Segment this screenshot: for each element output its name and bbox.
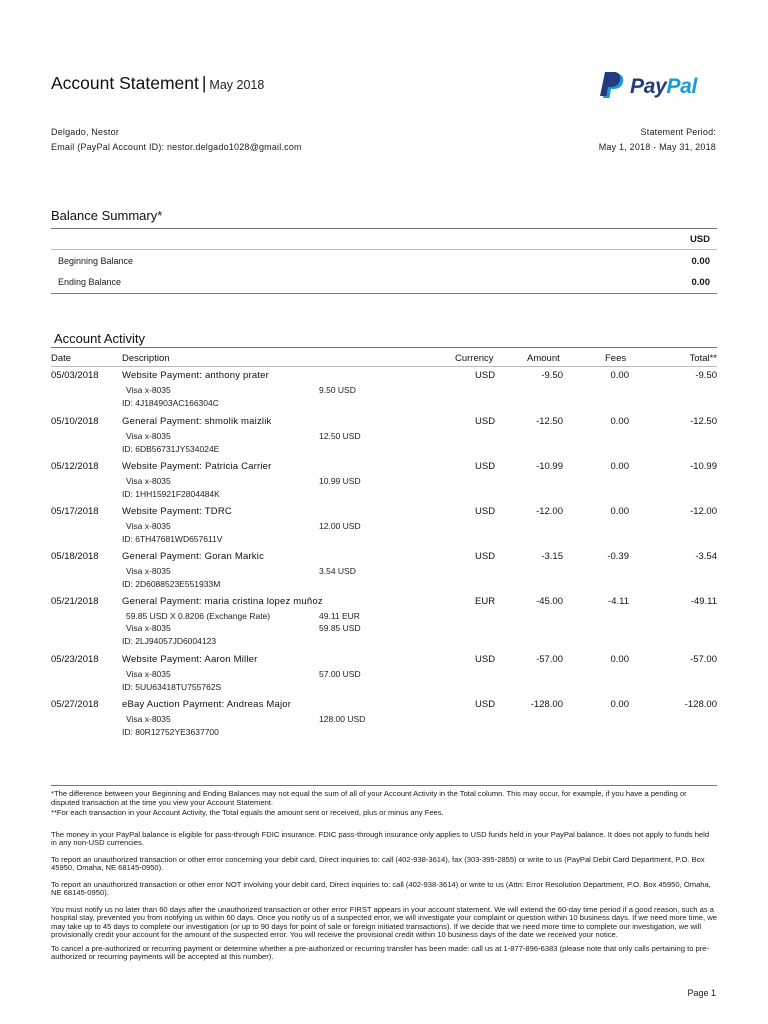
transaction-total: -57.00	[690, 654, 717, 665]
balance-top-rule	[51, 228, 717, 229]
transaction-amount: -128.00	[530, 699, 563, 710]
funding-source: Visa x-8035	[126, 714, 171, 724]
title-text: Account Statement	[51, 73, 199, 93]
transaction-fees: 0.00	[610, 654, 629, 665]
transaction-fees: -4.11	[608, 596, 629, 607]
funding-source: Visa x-8035	[126, 566, 171, 576]
transaction-total: -128.00	[684, 699, 717, 710]
transaction-amount: -10.99	[536, 461, 563, 472]
footer-note: **For each transaction in your Account Activity, the Total equals the amount sent or received, plus or minus any Fees.	[51, 808, 444, 817]
footer-notes	[51, 790, 717, 967]
activity-top-rule	[51, 347, 717, 348]
balance-row-label: Ending Balance	[58, 277, 122, 287]
balance-bottom-rule	[51, 293, 717, 294]
funding-source: Visa x-8035	[126, 669, 171, 679]
balance-header-rule	[51, 249, 717, 250]
transaction-total: -3.54	[695, 551, 717, 562]
funding-source: Visa x-8035	[126, 521, 171, 531]
activity-header-rule	[51, 366, 717, 367]
transaction-id: ID: 5UU63418TU755762S	[122, 682, 222, 692]
transaction-currency: USD	[475, 699, 496, 710]
transaction-total: -12.00	[690, 506, 717, 517]
transaction-date: 05/18/2018	[51, 551, 99, 562]
balance-summary-title: Balance Summary*	[51, 208, 163, 223]
statement-period-label: Statement Period:	[640, 127, 716, 137]
col-currency: Currency	[455, 353, 494, 364]
transaction-date: 05/17/2018	[51, 506, 99, 517]
transaction-currency: USD	[475, 551, 496, 562]
funding-amount: 59.85 USD	[319, 623, 361, 633]
balance-row-value: 0.00	[691, 256, 710, 267]
transaction-date: 05/10/2018	[51, 416, 99, 427]
account-info	[51, 125, 302, 155]
transaction-amount: -57.00	[536, 654, 563, 665]
statement-title	[51, 73, 264, 94]
transaction-description: Website Payment: TDRC	[122, 506, 232, 517]
transaction-id: ID: 6DB56731JY534024E	[122, 444, 220, 454]
transaction-description: General Payment: maria cristina lopez muñoz	[122, 596, 323, 607]
funding-source: Visa x-8035	[126, 476, 171, 486]
funding-source: 59.85 USD X 0.8206 (Exchange Rate)	[126, 611, 271, 621]
transaction-currency: USD	[475, 654, 496, 665]
funding-amount: 3.54 USD	[319, 566, 356, 576]
transaction-total: -10.99	[690, 461, 717, 472]
funding-amount: 57.00 USD	[319, 669, 361, 679]
transaction-description: Website Payment: Aaron Miller	[122, 654, 258, 665]
statement-period-range: May 1, 2018 - May 31, 2018	[598, 142, 716, 152]
account-activity-title: Account Activity	[54, 331, 146, 346]
transaction-fees: 0.00	[610, 370, 629, 381]
funding-source: Visa x-8035	[126, 623, 171, 633]
funding-amount: 10.99 USD	[319, 476, 361, 486]
transaction-id: ID: 1HH15921F2804484K	[122, 489, 220, 499]
transaction-currency: USD	[475, 416, 496, 427]
footer-note: To report an unauthorized transaction or other error NOT involving your debit card, Direct inquiries to: call (402-938-3614) or write to us (Attn: Error Resolution Department, P.O. Box 45950, Omaha, NE 68145-0950).	[51, 879, 711, 897]
funding-amount: 12.00 USD	[319, 521, 361, 531]
transaction-currency: USD	[475, 506, 496, 517]
transaction-total: -12.50	[690, 416, 717, 427]
paypal-p-icon	[600, 72, 624, 102]
transaction-id: ID: 2D6088523E551933M	[122, 579, 221, 589]
col-date: Date	[51, 353, 72, 364]
transaction-description: eBay Auction Payment: Andreas Major	[122, 699, 292, 710]
statement-period	[599, 125, 716, 155]
transaction-description: General Payment: Goran Markic	[122, 551, 265, 562]
funding-amount: 12.50 USD	[319, 431, 361, 441]
transaction-id: ID: 4J184903AC166304C	[122, 398, 219, 408]
transaction-fees: -0.39	[607, 551, 629, 562]
page-number: Page 1	[687, 988, 716, 998]
footer-note: To cancel a pre-authorized or recurring payment or determine whether a pre-authorized or recurring transfer has been made: call us at 1-877-896-6383 (please note that only calls pertaining to pre-authorized or recurring payments will be accepted at this number).	[51, 943, 710, 961]
title-separator: |	[201, 73, 207, 93]
wordmark-pal: Pal	[666, 75, 698, 98]
transaction-amount: -12.00	[536, 506, 563, 517]
transaction-description: Website Payment: anthony prater	[122, 370, 270, 381]
account-name: Delgado, Nestor	[51, 127, 120, 137]
transaction-currency: EUR	[475, 596, 496, 607]
transaction-total: -9.50	[695, 370, 717, 381]
transaction-currency: USD	[475, 370, 496, 381]
footer-note: The money in your PayPal balance is eligible for pass-through FDIC insurance. FDIC pass-through insurance only applies to USD funds held in your PayPal balance. It does not apply to funds held in any non-USD currencies.	[51, 829, 710, 847]
activity-bottom-rule	[51, 785, 717, 786]
col-amount: Amount	[527, 353, 560, 364]
transaction-id: ID: 2LJ94057JD6004123	[122, 636, 217, 646]
funding-source: Visa x-8035	[126, 431, 171, 441]
transaction-description: General Payment: shmolik maizlik	[122, 416, 272, 427]
footer-note: *The difference between your Beginning and Ending Balances may not equal the sum of all of your Account Activity in the Total column. This may occur, for example, if you have a pending or disputed transaction at the time you view your Account Statement.	[51, 789, 687, 807]
funding-amount: 9.50 USD	[319, 385, 356, 395]
transaction-amount: -3.15	[541, 551, 563, 562]
transaction-id: ID: 6TH47681WD657611V	[122, 534, 223, 544]
transaction-date: 05/03/2018	[51, 370, 99, 381]
paypal-wordmark	[630, 75, 697, 99]
footer-note: To report an unauthorized transaction or other error concerning your debit card, Direct inquiries to: call (402-938-3614), fax (303-395-2855) or write to us (PayPal Debit Card Department, P.O. Box 45950, Omaha, NE 68145-0950).	[51, 854, 705, 872]
transaction-id: ID: 80R12752YE3637700	[122, 727, 219, 737]
transaction-fees: 0.00	[610, 416, 629, 427]
transaction-total: -49.11	[690, 596, 717, 607]
transaction-date: 05/21/2018	[51, 596, 99, 607]
transaction-fees: 0.00	[610, 506, 629, 517]
transaction-amount: -45.00	[536, 596, 563, 607]
transaction-amount: -12.50	[536, 416, 563, 427]
balance-currency: USD	[689, 234, 710, 245]
col-fees: Fees	[605, 353, 627, 364]
paypal-logo	[600, 72, 697, 102]
funding-source: Visa x-8035	[126, 385, 171, 395]
transaction-amount: -9.50	[541, 370, 563, 381]
wordmark-pay: Pay	[630, 75, 667, 98]
statement-month: May 2018	[209, 78, 265, 92]
funding-amount: 128.00 USD	[319, 714, 366, 724]
transaction-date: 05/12/2018	[51, 461, 99, 472]
funding-amount: 49.11 EUR	[319, 611, 360, 621]
col-description: Description	[122, 353, 170, 364]
transaction-date: 05/23/2018	[51, 654, 99, 665]
balance-row-value: 0.00	[691, 277, 710, 288]
footer-note: You must notify us no later than 60 days after the unauthorized transaction or other error FIRST appears in your account statement. We will extend the 60-day time period if a good reason, such as a hospital stay, prevented you from notifying us within 60 days. Once you notify us of a suspected error, we will investigate your complaint or question within 10 business days. If we need more time, we may take up to 45 days to complete our investigation (or up to 90 days for point of sale or foreign initiated transactions). If we decide that we need more time to complete our investigation, we will provisionally credit your account for the amount of the suspected error. You will receive the provisional credit within 10 business days of the date we received your notice.	[51, 904, 717, 939]
transaction-fees: 0.00	[610, 461, 629, 472]
transaction-fees: 0.00	[610, 699, 629, 710]
transaction-currency: USD	[475, 461, 496, 472]
transaction-description: Website Payment: Patricia Carrier	[122, 461, 272, 472]
col-total: Total**	[689, 353, 717, 364]
balance-row-label: Beginning Balance	[58, 256, 134, 266]
transaction-date: 05/27/2018	[51, 699, 99, 710]
account-email: Email (PayPal Account ID): nestor.delgado1028@gmail.com	[51, 142, 302, 152]
